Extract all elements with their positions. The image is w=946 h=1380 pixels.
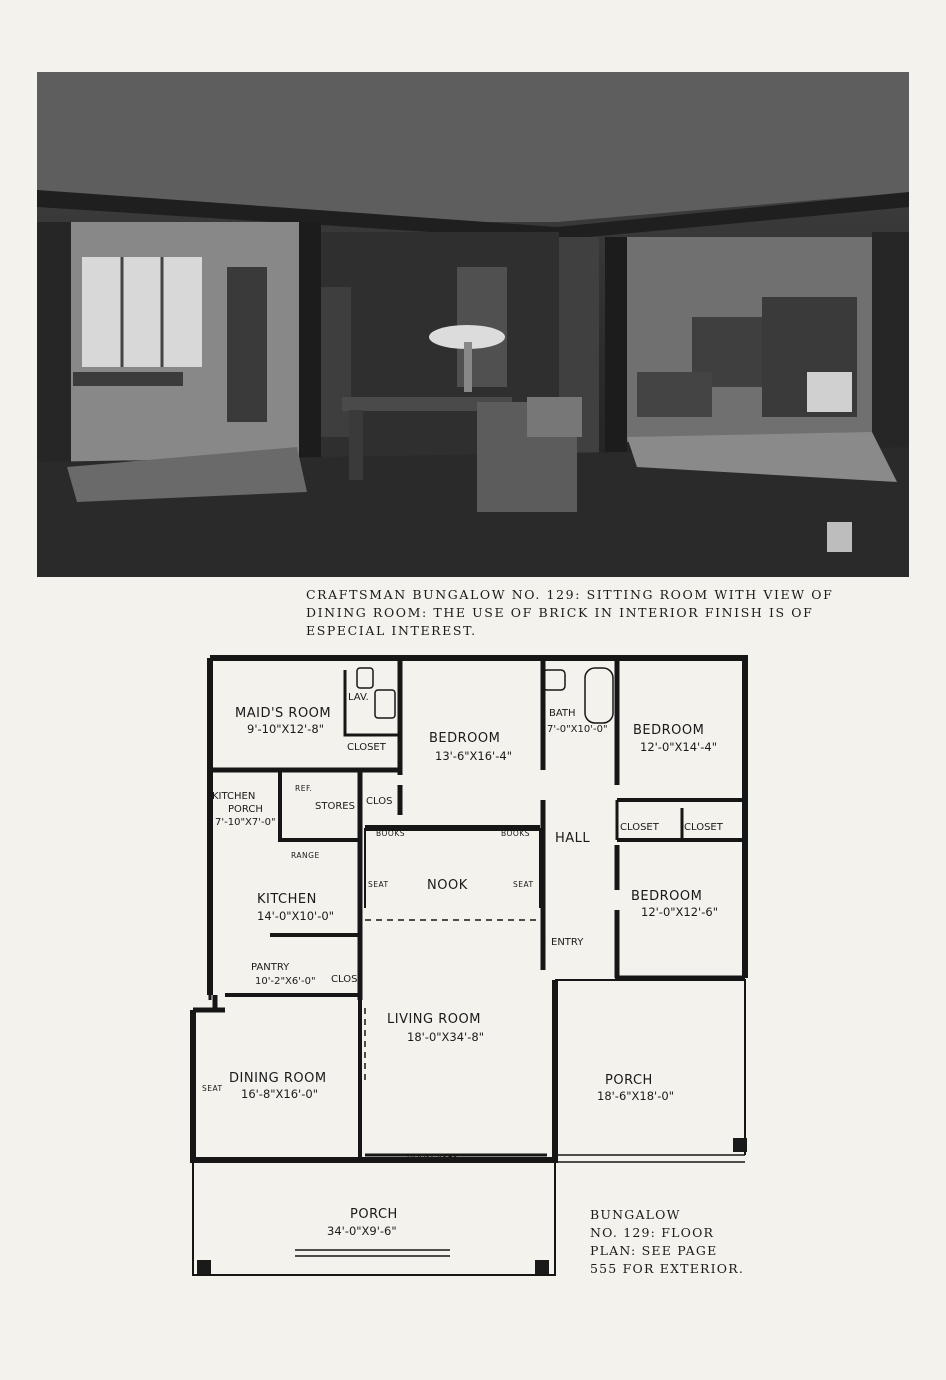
svg-text:MAID'S ROOM: MAID'S ROOM xyxy=(235,706,332,721)
porch-bottom-label xyxy=(327,1207,398,1238)
svg-text:7'-0"X10'-0": 7'-0"X10'-0" xyxy=(547,724,608,735)
hall-label: HALL xyxy=(555,831,591,846)
interior-illustration xyxy=(37,72,909,577)
seat-left-label: SEAT xyxy=(368,880,389,889)
svg-text:PORCH: PORCH xyxy=(605,1073,653,1088)
living-room-label xyxy=(387,1012,484,1044)
dining-room-label xyxy=(229,1071,327,1101)
svg-text:PORCH: PORCH xyxy=(228,804,263,815)
closet-maid-label: CLOSET xyxy=(347,742,386,753)
svg-text:12'-0"X14'-4": 12'-0"X14'-4" xyxy=(640,740,717,754)
pier-porch-right xyxy=(733,1138,747,1152)
clos-label-upper: CLOS xyxy=(366,796,393,807)
photo-caption xyxy=(306,586,868,640)
caption-line-3: ESPECIAL INTEREST. xyxy=(306,623,477,638)
pantry-label xyxy=(251,962,316,987)
entry-label: ENTRY xyxy=(551,937,584,948)
closet-a-label: CLOSET xyxy=(620,822,659,833)
note-line-4: 555 FOR EXTERIOR. xyxy=(590,1261,745,1276)
range-label: RANGE xyxy=(291,851,320,860)
floor-plan-note xyxy=(590,1206,780,1278)
svg-text:DINING ROOM: DINING ROOM xyxy=(229,1071,327,1086)
books-right-label: BOOKS xyxy=(501,829,530,838)
bedroom-3-label xyxy=(631,889,718,919)
note-line-1: BUNGALOW xyxy=(590,1207,681,1222)
svg-text:13'-6"X16'-4": 13'-6"X16'-4" xyxy=(435,749,512,763)
note-line-3: PLAN: SEE PAGE xyxy=(590,1243,718,1258)
svg-text:7'-10"X7'-0": 7'-10"X7'-0" xyxy=(215,817,276,828)
svg-text:PORCH: PORCH xyxy=(350,1207,398,1222)
svg-text:KITCHEN: KITCHEN xyxy=(212,791,256,802)
clos-label-lower: CLOS xyxy=(331,974,358,985)
seat-dining-label: SEAT xyxy=(202,1084,223,1093)
closet-b-label: CLOSET xyxy=(684,822,723,833)
stores-label: STORES xyxy=(315,801,355,812)
svg-text:9'-10"X12'-8": 9'-10"X12'-8" xyxy=(247,722,324,736)
bedroom-1-label xyxy=(429,731,512,763)
svg-text:BATH: BATH xyxy=(549,708,576,719)
svg-text:PANTRY: PANTRY xyxy=(251,962,290,973)
maids-room-label xyxy=(235,706,331,736)
bath-label xyxy=(547,708,608,735)
lav-label: LAV. xyxy=(348,692,369,703)
svg-text:BEDROOM: BEDROOM xyxy=(633,723,705,738)
svg-text:BEDROOM: BEDROOM xyxy=(631,889,703,904)
svg-text:LIVING ROOM: LIVING ROOM xyxy=(387,1012,481,1027)
note-line-2: NO. 129: FLOOR xyxy=(590,1225,715,1240)
nook-label: NOOK xyxy=(427,878,468,893)
caption-line-1: CRAFTSMAN BUNGALOW NO. 129: SITTING ROOM WITH VIEW OF xyxy=(306,587,834,602)
svg-text:12'-0"X12'-6": 12'-0"X12'-6" xyxy=(641,905,718,919)
svg-text:BEDROOM: BEDROOM xyxy=(429,731,501,746)
svg-text:10'-2"X6'-0": 10'-2"X6'-0" xyxy=(255,976,316,987)
books-left-label: BOOKS xyxy=(376,829,405,838)
ref-label: REF. xyxy=(295,784,313,793)
interior-photo xyxy=(37,72,909,577)
svg-text:KITCHEN: KITCHEN xyxy=(257,892,317,907)
svg-text:18'-6"X18'-0": 18'-6"X18'-0" xyxy=(597,1089,674,1103)
svg-text:34'-0"X9'-6": 34'-0"X9'-6" xyxy=(327,1224,397,1238)
pier-bottom-right xyxy=(535,1260,549,1274)
bedroom-2-label xyxy=(633,723,717,754)
dookcases-label: DOOKCASES xyxy=(407,1153,459,1162)
seat-right-label: SEAT xyxy=(513,880,534,889)
kitchen-porch-label xyxy=(212,791,276,828)
porch-right-label xyxy=(597,1073,674,1103)
svg-text:16'-8"X16'-0": 16'-8"X16'-0" xyxy=(241,1087,318,1101)
kitchen-label xyxy=(257,892,334,923)
floor-plan xyxy=(185,650,760,1290)
svg-text:18'-0"X34'-8": 18'-0"X34'-8" xyxy=(407,1030,484,1044)
pier-bottom-left xyxy=(197,1260,211,1274)
svg-text:14'-0"X10'-0": 14'-0"X10'-0" xyxy=(257,909,334,923)
caption-line-2: DINING ROOM: THE USE OF BRICK IN INTERIOR FINISH IS OF xyxy=(306,605,814,620)
